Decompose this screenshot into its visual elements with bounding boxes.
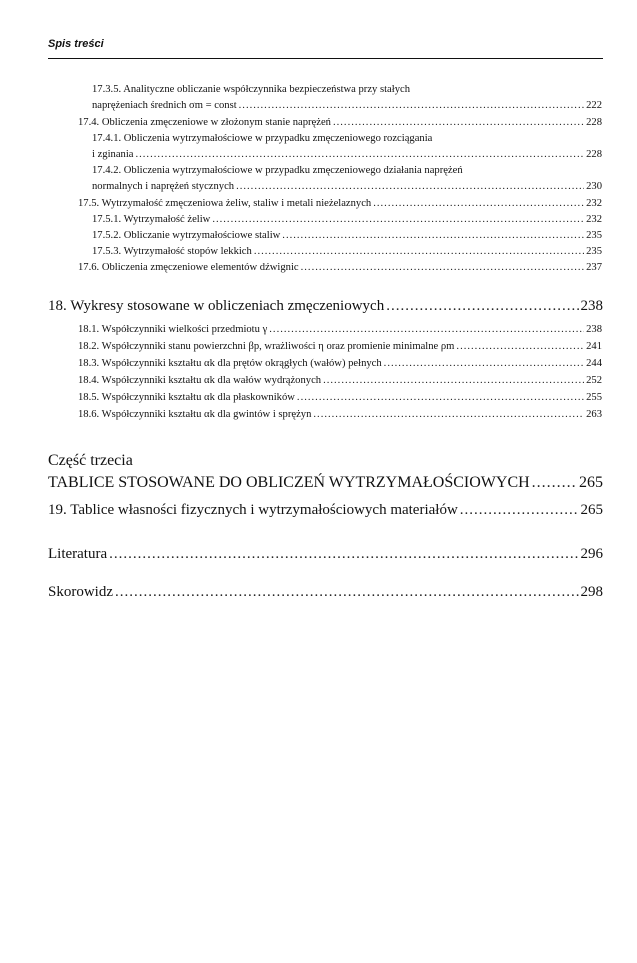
toc-entry-18-1 <box>78 324 602 335</box>
leader-dots <box>109 546 578 563</box>
part-page: 265 <box>579 474 603 491</box>
entry-page: 241 <box>586 341 602 352</box>
entry-page: 235 <box>586 230 602 241</box>
entry-text: i zginania <box>92 149 134 160</box>
toc-entry-17-4-1-line1: 17.4.1. Obliczenia wytrzymałościowe w przypadku zmęczeniowego rozciągania <box>92 133 433 144</box>
leader-dots <box>135 149 584 160</box>
toc-entry-17-4-2-line1: 17.4.2. Obliczenia wytrzymałościowe w przypadku zmęczeniowego działania naprężeń <box>92 165 463 176</box>
entry-text: naprężeniach średnich σm = const <box>92 100 237 111</box>
toc-entry-17-4-2 <box>92 181 602 192</box>
toc-entry-18-6 <box>78 409 602 420</box>
running-header <box>48 38 603 59</box>
leader-dots <box>532 474 577 492</box>
entry-page: 263 <box>586 409 602 420</box>
entry-text: 17.5.3. Wytrzymałość stopów lekkich <box>92 246 252 257</box>
toc-literatura <box>48 546 603 563</box>
entry-text: 18.6. Współczynniki kształtu αk dla gwintów i sprężyn <box>78 409 312 420</box>
entry-page: 238 <box>586 324 602 335</box>
leader-dots <box>373 198 584 209</box>
entry-page: 252 <box>586 375 602 386</box>
entry-text: 17.6. Obliczenia zmęczeniowe elementów dźwignic <box>78 262 299 273</box>
section-page: 296 <box>580 546 603 562</box>
entry-text: 18.4. Współczynniki kształtu αk dla wałów wydrążonych <box>78 375 322 386</box>
toc-entry-17-5-3 <box>92 246 602 257</box>
toc-entry-18-3 <box>78 358 602 369</box>
toc-chapter-18 <box>48 298 603 315</box>
leader-dots <box>269 324 584 335</box>
entry-text: 18.2. Współczynniki stanu powierzchni βp, wrażliwości η oraz promienie minimalne ρm <box>78 341 455 352</box>
toc-entry-18-2 <box>78 341 602 352</box>
header-title: Spis treści <box>48 38 104 50</box>
entry-page: 232 <box>586 214 602 225</box>
entry-page: 228 <box>586 117 602 128</box>
leader-dots <box>282 230 584 241</box>
leader-dots <box>254 246 584 257</box>
leader-dots <box>386 298 578 315</box>
leader-dots <box>115 584 579 601</box>
toc-entry-18-4 <box>78 375 602 386</box>
leader-dots <box>301 262 584 273</box>
chapter-text: 19. Tablice własności fizycznych i wytrzymałościowych materiałów <box>48 502 458 518</box>
entry-text: 18.5. Współczynniki kształtu αk dla płaskowników <box>78 392 295 403</box>
toc-entry-17-6 <box>78 262 602 273</box>
toc-entry-18-5 <box>78 392 602 403</box>
leader-dots <box>384 358 584 369</box>
toc-entry-17-5-2 <box>92 230 602 241</box>
entry-page: 232 <box>586 198 602 209</box>
chapter-page: 265 <box>580 502 603 518</box>
entry-page: 228 <box>586 149 602 160</box>
toc-entry-17-3-5 <box>92 100 602 111</box>
entry-text: normalnych i naprężeń stycznych <box>92 181 235 192</box>
leader-dots <box>297 392 584 403</box>
toc-chapter-19 <box>48 502 603 519</box>
section-page: 298 <box>580 584 603 600</box>
entry-text: 17.5.1. Wytrzymałość żeliw <box>92 214 211 225</box>
chapter-text: 18. Wykresy stosowane w obliczeniach zmęczeniowych <box>48 298 385 314</box>
toc-entry-17-5 <box>78 198 602 209</box>
toc-entry-17-4-1 <box>92 149 602 160</box>
entry-page: 244 <box>586 358 602 369</box>
toc-part-three-title <box>48 474 603 492</box>
entry-page: 237 <box>586 262 602 273</box>
leader-dots <box>456 341 584 352</box>
entry-page: 235 <box>586 246 602 257</box>
leader-dots <box>460 502 579 519</box>
leader-dots <box>333 117 584 128</box>
toc-entry-17-3-5-line1: 17.3.5. Analityczne obliczanie współczynnika bezpieczeństwa przy stałych <box>92 84 410 95</box>
leader-dots <box>239 100 584 111</box>
toc-entry-17-4 <box>78 117 602 128</box>
section-text: Skorowidz <box>48 584 113 600</box>
leader-dots <box>212 214 584 225</box>
entry-text: 18.3. Współczynniki kształtu αk dla prętów okrągłych (wałów) pełnych <box>78 358 382 369</box>
entry-text: 17.5. Wytrzymałość zmęczeniowa żeliw, staliw i metali nieżelaznych <box>78 198 372 209</box>
leader-dots <box>323 375 584 386</box>
entry-text: 17.5.2. Obliczanie wytrzymałościowe staliw <box>92 230 281 241</box>
leader-dots <box>313 409 584 420</box>
chapter-page: 238 <box>580 298 603 314</box>
section-text: Literatura <box>48 546 108 562</box>
entry-page: 230 <box>586 181 602 192</box>
part-title: TABLICE STOSOWANE DO OBLICZEŃ WYTRZYMAŁOŚCIOWYCH <box>48 474 530 491</box>
leader-dots <box>236 181 584 192</box>
entry-page: 255 <box>586 392 602 403</box>
toc-skorowidz <box>48 584 603 601</box>
entry-text: 18.1. Współczynniki wielkości przedmiotu γ <box>78 324 268 335</box>
toc-entry-17-5-1 <box>92 214 602 225</box>
entry-text: 17.4. Obliczenia zmęczeniowe w złożonym stanie naprężeń <box>78 117 331 128</box>
part-label: Część trzecia <box>48 452 133 469</box>
entry-page: 222 <box>586 100 602 111</box>
